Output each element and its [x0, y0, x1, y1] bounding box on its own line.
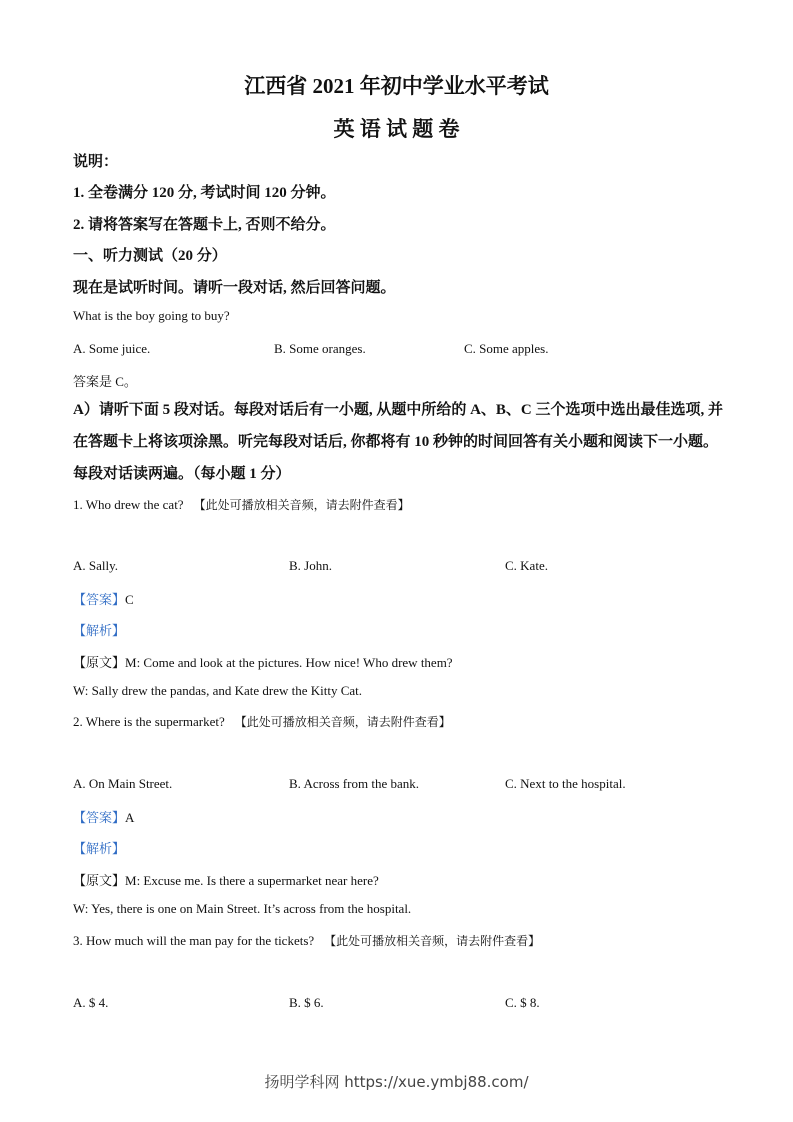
- q2-transcript-line2: W: Yes, there is one on Main Street. It’s across from the hospital.: [73, 901, 412, 916]
- audio-note[interactable]: 【此处可播放相关音频，请去附件查看】: [234, 715, 451, 729]
- q1-option-c: C. Kate.: [505, 558, 548, 573]
- question-1: [73, 496, 410, 514]
- q1-transcript-line1: [73, 652, 453, 671]
- transcript-text: M: Excuse me. Is there a supermarket near here?: [125, 873, 379, 888]
- instructions-heading: 说明：: [73, 154, 119, 170]
- answer-label: 【答案】: [73, 810, 126, 825]
- trial-intro: 现在是试听时间。请听一段对话, 然后回答问题。: [73, 280, 396, 296]
- question-text: 3. How much will the man pay for the tickets?: [73, 933, 315, 948]
- exam-title: 江西省 2021 年初中学业水平考试: [244, 74, 549, 98]
- q2-transcript-line1: [73, 870, 379, 889]
- answer-label: 【答案】: [73, 592, 126, 607]
- transcript-label: 【原文】: [73, 873, 126, 888]
- q2-option-c: C. Next to the hospital.: [505, 776, 626, 791]
- answer-value: C: [125, 592, 134, 607]
- q3-option-a: A. $ 4.: [73, 995, 109, 1010]
- q1-option-a: A. Sally.: [73, 558, 119, 573]
- q2-analysis-label: 【解析】: [73, 841, 126, 856]
- instruction-item-1: 1. 全卷满分 120 分, 考试时间 120 分钟。: [73, 185, 336, 201]
- q1-option-b: B. John.: [289, 558, 332, 573]
- transcript-text: M: Come and look at the pictures. How nice! Who drew them?: [125, 655, 453, 670]
- q3-option-b: B. $ 6.: [289, 995, 324, 1010]
- q2-option-a: A. On Main Street.: [73, 776, 173, 791]
- trial-question: What is the boy going to buy?: [73, 308, 230, 323]
- question-text: 2. Where is the supermarket?: [73, 714, 225, 729]
- answer-value: A: [125, 810, 135, 825]
- instruction-item-2: 2. 请将答案写在答题卡上, 否则不给分。: [73, 217, 336, 233]
- q2-answer: [73, 807, 134, 826]
- trial-option-b: B. Some oranges.: [274, 341, 366, 356]
- q1-answer: [73, 589, 134, 608]
- exam-subtitle: 英 语 试 题 卷: [333, 117, 460, 141]
- question-text: 1. Who drew the cat?: [73, 497, 184, 512]
- q1-analysis-label: 【解析】: [73, 623, 126, 638]
- q2-option-b: B. Across from the bank.: [289, 776, 419, 791]
- q1-transcript-line2: W: Sally drew the pandas, and Kate drew the Kitty Cat.: [73, 683, 363, 698]
- question-3: [73, 932, 540, 950]
- trial-answer: 答案是 C。: [73, 374, 137, 389]
- question-2: [73, 713, 451, 731]
- footer-watermark-link[interactable]: 扬明学科网 https://xue.ymbj88.com/: [264, 1073, 529, 1091]
- transcript-label: 【原文】: [73, 655, 126, 670]
- part-a-instructions: A）请听下面 5 段对话。每段对话后有一小题, 从题中所给的 A、B、C 三个选项中选出最佳选项, 并在答题卡上将该项涂黑。听完每段对话后, 你都将有 10 秒钟的时间回答有关小题和阅读下一小题。每段对话读两遍。（每小题 1 分）: [73, 402, 724, 482]
- audio-note[interactable]: 【此处可播放相关音频，请去附件查看】: [193, 498, 410, 512]
- audio-note[interactable]: 【此处可播放相关音频，请去附件查看】: [324, 934, 541, 948]
- trial-option-a: A. Some juice.: [73, 341, 151, 356]
- section-title-listening: 一、听力测试（20 分）: [73, 248, 227, 264]
- trial-option-c: C. Some apples.: [464, 341, 549, 356]
- q3-option-c: C. $ 8.: [505, 995, 540, 1010]
